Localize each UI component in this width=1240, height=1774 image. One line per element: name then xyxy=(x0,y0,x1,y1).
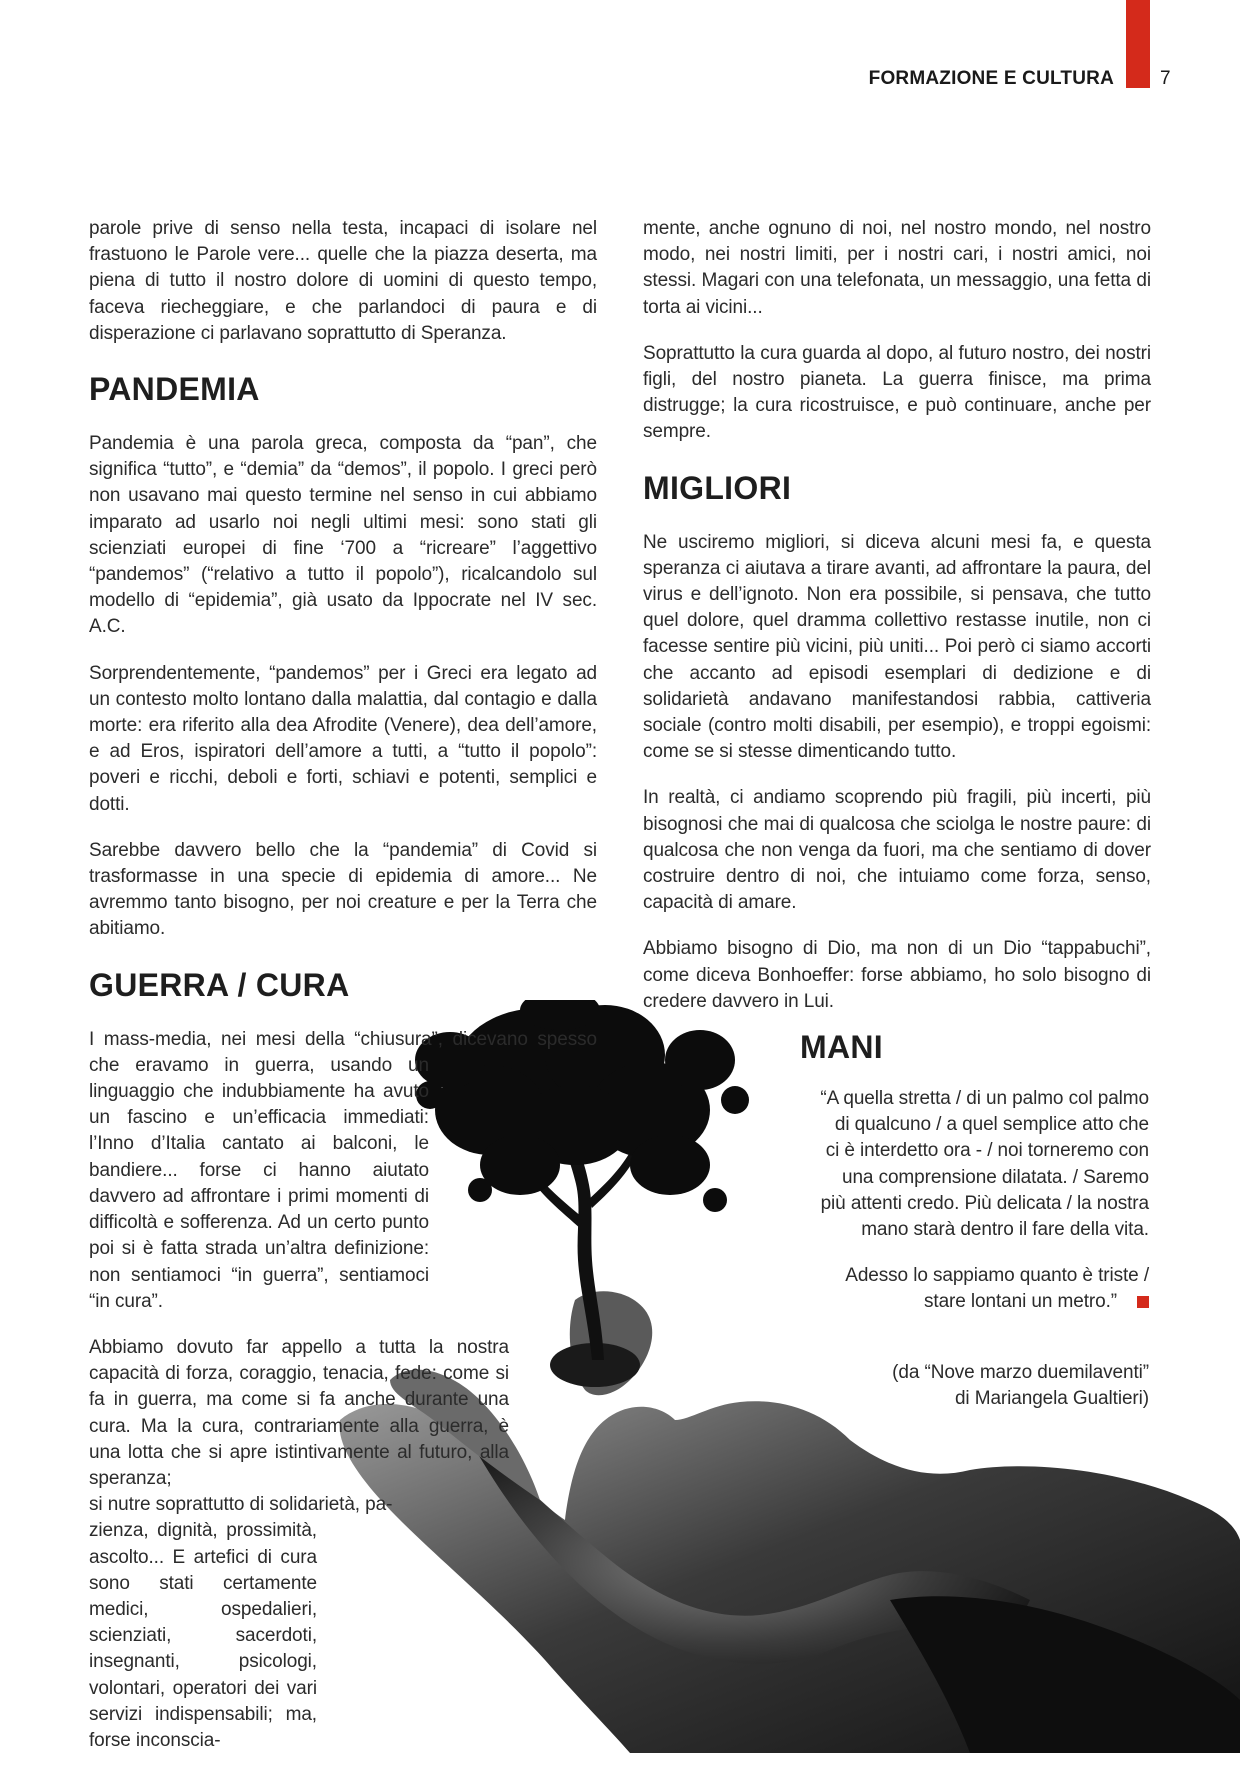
source-line-2: di Mariangela Gualtieri) xyxy=(954,1388,1149,1410)
guerra-paragraph-1-line: I mass-media, nei mesi della “chiusura”, dicevano spesso xyxy=(89,1028,597,1050)
quote-paragraph-2 xyxy=(819,1263,1149,1315)
guerra-paragraph-2-line: si nutre soprattutto di solidarietà, pa- xyxy=(89,1494,393,1516)
section-label: FORMAZIONE E CULTURA xyxy=(868,68,1114,89)
header-accent-bar xyxy=(1126,0,1150,88)
intro-paragraph: parole prive di senso nella testa, incapaci di isolare nel frastuono le Parole vere... quelle che la piazza deserta, ma piena di tutto il nostro dolore di uomini di questo tempo, faceva riecheggiare, e che parlandoci di paura e di disperazione ci parlavano soprattutto di Speranza. xyxy=(89,218,597,344)
poem-quote xyxy=(819,1086,1149,1336)
left-column xyxy=(89,216,597,1774)
page-number: 7 xyxy=(1160,68,1171,89)
pandemia-paragraph-2: Sorprendentemente, “pandemos” per i Greci era legato ad un contesto molto lontano dalla malattia, dal contagio e dalla morte: era riferito alla dea Afrodite (Venere), dea dell’amore, e ad Eros, ispiratori dell’amore a tutti, a “tutto il popolo”: poveri e ricchi, deboli e forti, schiavi e potenti, semplici e dotti. xyxy=(89,662,597,815)
migliori-paragraph-3: Abbiamo bisogno di Dio, ma non di un Dio “tappabuchi”, come diceva Bonhoeffer: forse abbiamo, ho solo bisogno di credere davvero in Lui. xyxy=(643,938,1151,1012)
end-marker-icon xyxy=(1137,1296,1149,1308)
heading-guerra-cura: GUERRA / CURA xyxy=(89,966,350,1003)
pandemia-paragraph-3: Sarebbe davvero bello che la “pandemia” di Covid si trasformasse in una specie di epidemia di amore... Ne avremmo tanto bisogno, per noi creature e per la Terra che abitiamo. xyxy=(89,839,597,940)
pandemia-paragraph-1: Pandemia è una parola greca, composta da “pan”, che significa “tutto”, e “demia” da “demos”, il popolo. I greci però non usavano mai questo termine nel senso in cui abbiamo imparato ad usarlo noi negli ultimi mesi: sono stati gli scienziati europei di fine ‘700 a “ricreare” l’aggettivo “pandemos” (“relativo a tutto il popolo”), ricalcandolo sul modello di “epidemia”, già usato da Ippocrate nel IV sec. A.C. xyxy=(89,433,597,638)
right-column xyxy=(643,216,1151,1035)
right-intro-paragraph-1: mente, anche ognuno di noi, nel nostro mondo, nel nostro modo, nei nostri limiti, per i nostri cari, i nostri amici, noi stessi. Magari con una telefonata, un messaggio, una fetta di torta ai vicini... xyxy=(643,218,1151,318)
heading-mani: MANI xyxy=(800,1029,883,1065)
migliori-paragraph-2: In realtà, ci andiamo scoprendo più fragili, più incerti, più bisognosi che mai di qualcosa che sciolga le nostre paure: di qualcosa che non venga da fuori, ma che sentiamo di dover costruire dentro di noi, che intuiamo come forza, senso, capacità di amare. xyxy=(643,787,1151,914)
guerra-paragraph-2: Abbiamo dovuto far appello a tutta la nostra capacità di forza, coraggio, tenacia, fede: come si fa in guerra, ma come si fa anche durante una cura. Ma la cura, contrariamente alla guerra, è una lotta che si apre istintivamente al futuro, alla speranza; xyxy=(89,1336,509,1489)
heading-pandemia: PANDEMIA xyxy=(89,371,260,408)
quote-paragraph-1: “A quella stretta / di un palmo col palmo di qualcuno / a quel semplice atto che ci è interdetto ora - / noi torneremo con una comprensione dilatata. / Saremo più attenti credo. Più delicata / la nostra mano starà dentro il fare della vita. xyxy=(820,1088,1149,1241)
migliori-paragraph-1: Ne usciremo migliori, si diceva alcuni mesi fa, e questa speranza ci aiutava a tirare avanti, ad affrontare la paura, del virus e dell’ignoto. Non era possibile, si pensava, che tutto quel dolore, quel dramma collettivo restasse inutile, non ci facesse sentire più vicini, più uniti... Poi però ci siamo accorti che accanto ad episodi esemplari di dedizione e di solidarietà andavano manifestandosi rabbia, cattiveria sociale (contro molti disabili, per esempio), e troppi egoismi: come se si stesse dimenticando tutto. xyxy=(643,531,1151,763)
quote-paragraph-2-text: Adesso lo sappiamo quanto è triste / stare lontani un metro.” xyxy=(845,1265,1149,1313)
heading-migliori: MIGLIORI xyxy=(643,469,792,506)
right-intro-paragraph-2: Soprattutto la cura guarda al dopo, al futuro nostro, dei nostri figli, del nostro pianeta. La guerra finisce, ma prima distrugge; la cura ricostruisce, e può continuare, anche per sempre. xyxy=(643,342,1151,443)
guerra-paragraph-2-tail: zienza, dignità, prossimità, ascolto... E artefici di cura sono stati certamente medici, ospedalieri, scienziati, sacerdoti, insegnanti, psicologi, volontari, operatori dei vari servizi indispensabili; ma, forse inconscia- xyxy=(89,1520,317,1751)
guerra-paragraph-1: che eravamo in guerra, usando un linguaggio che indubbiamente ha avuto un fascino e un’efficacia immediati: l’Inno d’Italia cantato ai balconi, le bandiere... forse ci hanno aiutato davvero ad affrontare i primi momenti di difficoltà e sofferenza. Ad un certo punto poi si è fatta strada un’altra definizione: non sentiamoci “in guerra”, sentiamoci “in cura”. xyxy=(89,1054,429,1312)
source-line-1: (da “Nove marzo duemilaventi” xyxy=(892,1362,1149,1383)
poem-source xyxy=(789,1360,1149,1412)
